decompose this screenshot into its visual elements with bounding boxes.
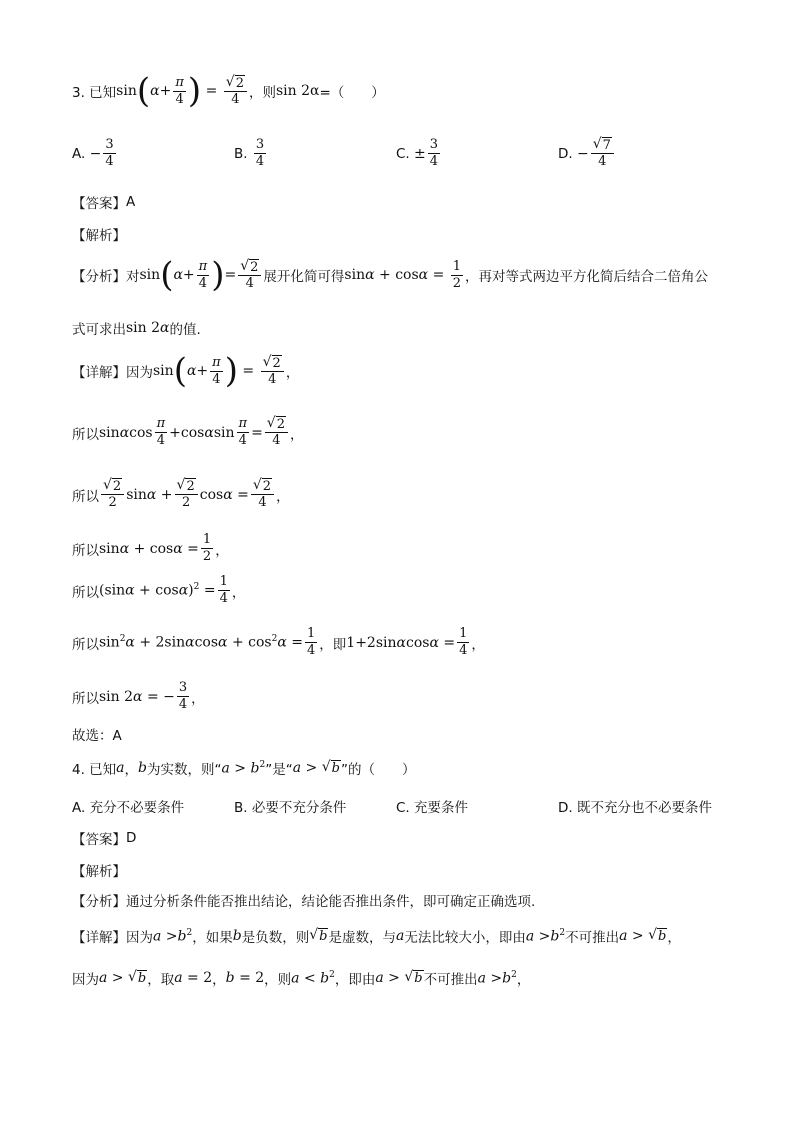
q3-detail-5: 所以 $(\sin\alpha + \cos\alpha)^2$ = $\frac{1}{4}$ ， (72, 574, 246, 606)
q3-option-a[interactable]: A. − $\frac{3}{4}$ (72, 137, 114, 169)
q4-option-d[interactable]: D. 既不充分也不必要条件 (558, 800, 712, 816)
q3-choose: 故选：A (72, 728, 122, 744)
q3-analysis-label: 【解析】 (72, 228, 126, 244)
q3-detail-3: 所以 √ 2 2 sinα + √ 2 2 cosα = √ 2 4 ， (72, 477, 290, 510)
q4-option-a[interactable]: A. 充分不必要条件 (72, 800, 185, 816)
q3-number: 3. 已知 (72, 85, 117, 101)
q4-detail-1: 【详解】 因为 $a >b^2$ ，如果 b 是负数，则 √ b 是虚数，与 a 无法比较大小，即由 $a >b^2$ 不可推出 a > √ b ， (72, 927, 681, 946)
q4-fenxi: 【分析】 通过分析条件能否推出结论，结论能否推出条件，即可确定正确选项. (72, 894, 536, 910)
q4-option-c[interactable]: C. 充要条件 (396, 800, 469, 816)
q3-options (72, 137, 732, 170)
q4-answer: 【答案】 D (72, 830, 137, 848)
q3-option-b[interactable]: B. $\frac{3}{4}$ (234, 137, 265, 169)
q3-detail-2: 所以 sinαcos $\frac{\pi}{4}$ +cosαsin $\frac{\pi}{4}$ = √ 2 4 ， (72, 415, 304, 448)
q3-answer: 【答案】 A (72, 194, 136, 212)
q4-detail-2: 因为 a > √ b ，取 a = 2 ， b = 2 ，则 $a < b^2$ ，即由 a > √ b 不可推出 $a >b^2$ ， (72, 969, 531, 988)
q4-stem: 4. 已知 a ， b 为实数，则“ $a > b^2$ ”是“ a > √ b ”的（ ） (72, 759, 416, 778)
q3-detail-6: 所以 $\sin^2\alpha + 2\sin\alpha\cos\alpha + \cos^2\alpha$ = $\frac{1}{4}$ ，即 1+2sinαcosα = $\frac{1}{4}$ ， (72, 626, 485, 658)
q3-option-c[interactable]: C. ± $\frac{3}{4}$ (396, 137, 439, 169)
q3-option-d[interactable]: D. − √ 7 4 (558, 137, 616, 170)
q3-detail-1: 【详解】 因为 sin ( α + $\frac{\pi}{4}$ ) = √ 2 4 ， (72, 351, 300, 391)
q3-fenxi-2: 式可求出 sin 2α 的值. (72, 320, 201, 338)
q4-analysis-label: 【解析】 (72, 864, 126, 880)
q3-stem: 3. 已知 sin ( α + $\frac{\pi}{4}$ ) = √ 2 4 ，则 sin 2α =（ ） (72, 71, 385, 111)
q4-options (72, 796, 712, 816)
q3-detail-7: 所以 sin 2α = − $\frac{3}{4}$ ， (72, 680, 205, 712)
q3-detail-4: 所以 sinα + cosα = $\frac{1}{2}$ ， (72, 532, 229, 564)
q4-option-b[interactable]: B. 必要不充分条件 (234, 800, 347, 816)
q3-fenxi: 【分析】 对 sin ( α + $\frac{\pi}{4}$ ) = √ 2 4 展开化简可得 sinα + cosα = $\frac{1}{2}$ ，再对等式两边平方化简后结合二倍角公 (72, 255, 709, 295)
